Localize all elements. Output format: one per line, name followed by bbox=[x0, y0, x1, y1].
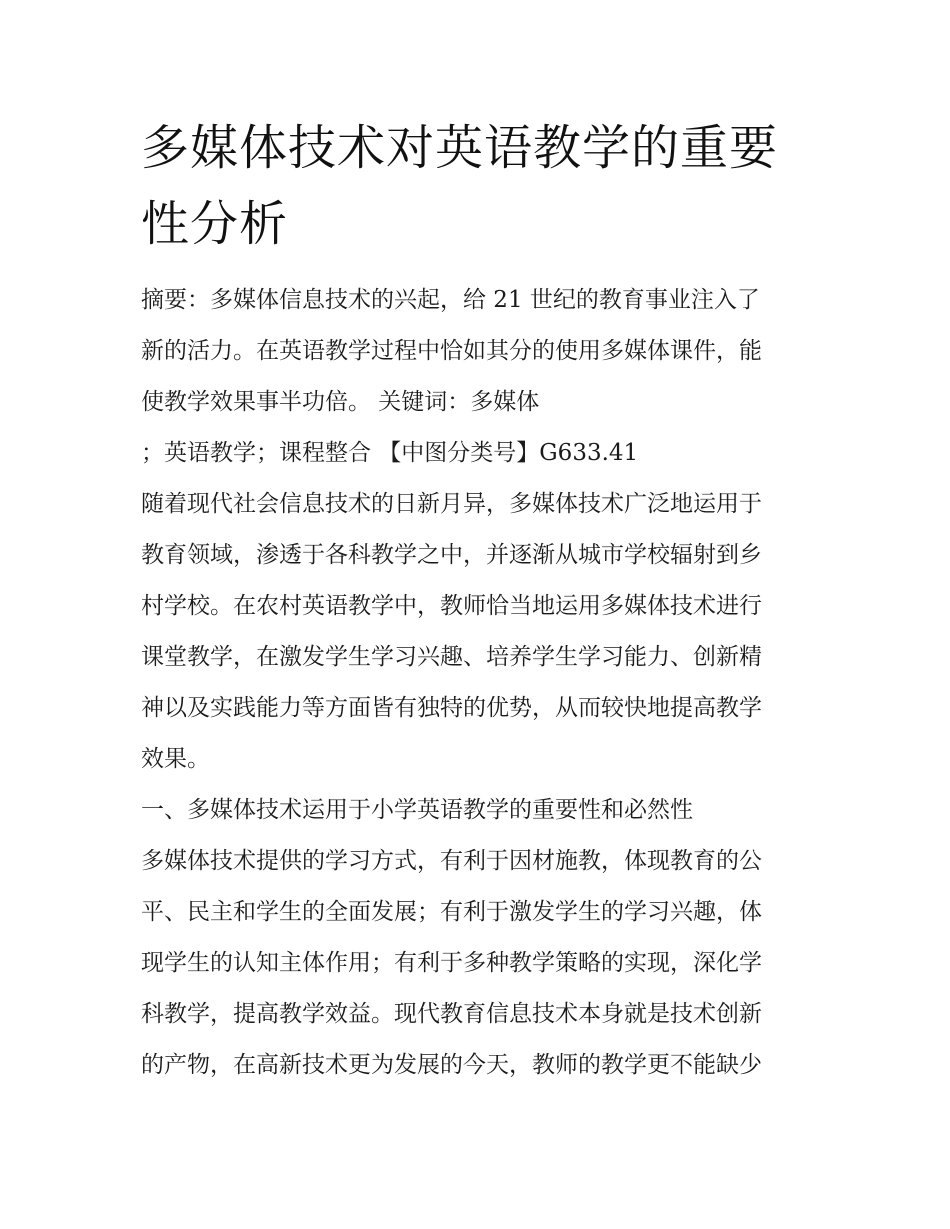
body-paragraph-1-line-3: 村学校。在农村英语教学中，教师恰当地运用多媒体技术进行 bbox=[141, 593, 762, 619]
body-paragraph-2-line-4: 科教学，提高教学效益。现代教育信息技术本身就是技术创新 bbox=[141, 1001, 762, 1027]
title-line-1: 多媒体技术对英语教学的重要 bbox=[141, 120, 779, 176]
body-paragraph-1-line-2: 教育领域，渗透于各科教学之中，并逐渐从城市学校辐射到乡 bbox=[141, 542, 762, 568]
body-paragraph-2-line-1: 多媒体技术提供的学习方式，有利于因材施教，体现教育的公 bbox=[141, 848, 762, 874]
body-paragraph-2-line-2: 平、民主和学生的全面发展；有利于激发学生的学习兴趣，体 bbox=[141, 899, 762, 925]
abstract-line-2: 新的活力。在英语教学过程中恰如其分的使用多媒体课件，能 bbox=[141, 338, 762, 364]
body-paragraph-2-line-5: 的产物，在高新技术更为发展的今天，教师的教学更不能缺少 bbox=[141, 1052, 762, 1078]
abstract-line-1: 摘要：多媒体信息技术的兴起，给 21 世纪的教育事业注入了 bbox=[141, 287, 760, 313]
title-line-2: 性分析 bbox=[141, 196, 289, 252]
body-paragraph-1-line-5: 神以及实践能力等方面皆有独特的优势，从而较快地提高教学 bbox=[141, 695, 762, 721]
body-paragraph-2-line-3: 现学生的认知主体作用；有利于多种教学策略的实现，深化学 bbox=[141, 950, 762, 976]
body-paragraph-1-line-6: 效果。 bbox=[141, 746, 210, 772]
abstract-keywords-line: 使教学效果事半功倍。 关键词：多媒体 bbox=[141, 389, 540, 415]
document-title bbox=[141, 110, 821, 262]
keywords-classification-line: ；英语教学；课程整合 【中图分类号】G633.41 bbox=[141, 440, 639, 466]
body-paragraph-1-line-4: 课堂教学，在激发学生学习兴趣、培养学生学习能力、创新精 bbox=[141, 644, 762, 670]
body-paragraph-1-line-1: 随着现代社会信息技术的日新月异，多媒体技术广泛地运用于 bbox=[141, 491, 762, 517]
section-heading-1: 一、多媒体技术运用于小学英语教学的重要性和必然性 bbox=[141, 797, 693, 823]
